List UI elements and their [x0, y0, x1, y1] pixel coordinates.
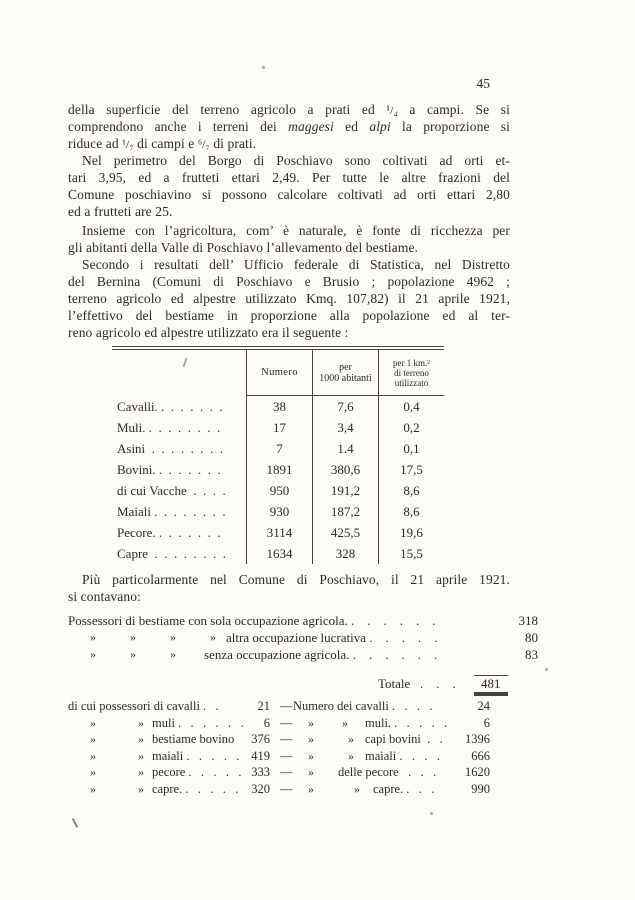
text-segment: della superficie del terreno agricolo a prati ed — [68, 102, 387, 117]
cell-numero: 7 — [246, 438, 312, 459]
text-line — [68, 101, 510, 118]
table-row-capre — [112, 543, 444, 564]
cell-per-km2: 0,1 — [378, 438, 444, 459]
cell-per-1000-abitanti: 425,5 — [312, 522, 378, 543]
ditto-mark: » — [170, 647, 176, 661]
ditto-mark: » — [308, 781, 314, 796]
ditto-mark: » — [348, 748, 354, 763]
list-row — [68, 646, 538, 663]
scan-artifact — [430, 812, 433, 815]
ditto-mark: » — [210, 630, 216, 644]
ditto-mark: » — [308, 715, 314, 730]
dash-separator: — — [280, 699, 293, 713]
text-line: ed a frutteti are 25. — [68, 204, 173, 219]
cell-per-1000-abitanti: 7,6 — [312, 396, 378, 417]
table-row-asini — [112, 438, 444, 459]
row-text: senza occupazione agricola. . . . . . . — [204, 647, 438, 662]
text-line: Secondo i resultati dell’ Ufficio federale di Statistica, nel Distretto — [82, 257, 510, 272]
text-segment: comprendono anche i terreni dei — [68, 119, 289, 134]
cell-per-km2: 19,6 — [378, 522, 444, 543]
dash-separator: — — [280, 748, 293, 763]
table-row-pecore — [112, 522, 444, 543]
left-label: pecore . . . . . — [152, 765, 242, 779]
ditto-mark: » — [138, 732, 144, 746]
ditto-mark: » — [130, 630, 136, 644]
cell-numero: 38 — [246, 396, 312, 417]
ditto-mark: » — [308, 732, 314, 746]
right-value: 24 — [477, 699, 490, 713]
cell-numero: 930 — [246, 501, 312, 522]
counts-row-maiali — [68, 748, 538, 765]
right-value: 990 — [471, 781, 490, 796]
text-segment: di prati. — [209, 136, 257, 151]
possessori-list — [68, 612, 538, 698]
cell-numero: 1634 — [246, 543, 312, 564]
right-label: capi bovini . . — [365, 732, 443, 746]
cell-per-km2: 0,2 — [378, 417, 444, 438]
row-label: Asini . . . . . . . . — [117, 441, 224, 456]
cell-per-km2: 0,4 — [378, 396, 444, 417]
table-header — [112, 350, 444, 396]
right-value: 1396 — [465, 732, 490, 746]
text-line: si contavano: — [68, 589, 141, 604]
italic-word: alpi — [369, 119, 391, 134]
right-label: capre. . . . — [373, 781, 435, 796]
paragraph-5 — [68, 571, 510, 605]
text-line: Nel perimetro del Borgo di Poschiavo sono coltivati ad orti et- — [82, 153, 510, 168]
fraction: ¹/₇ — [122, 137, 134, 151]
list-row — [68, 629, 538, 646]
column-header-label: utilizzato — [394, 377, 429, 388]
counts-row-capre — [68, 781, 538, 798]
cell-per-1000-abitanti: 191,2 — [312, 480, 378, 501]
left-label: capre. . . . . . — [152, 781, 239, 796]
text-line: l’effettivo del bestiame in proporzione alla popolazione ed al ter- — [68, 308, 510, 323]
ditto-mark: » — [342, 715, 348, 730]
text-line — [68, 135, 510, 152]
table-row-maiali — [112, 501, 444, 522]
right-value: 666 — [471, 748, 490, 763]
dash-separator: — — [280, 715, 293, 730]
totale-label: Totale . . . — [378, 676, 456, 691]
counts-row-cavalli — [68, 698, 538, 715]
fraction: ⁶/₇ — [197, 137, 210, 151]
cell-per-km2: 8,6 — [378, 480, 444, 501]
table-row-bovini — [112, 459, 444, 480]
ditto-mark: » — [90, 765, 96, 779]
row-value: 318 — [518, 613, 538, 628]
dash-separator: — — [280, 781, 293, 796]
text-segment: riduce ad — [68, 136, 123, 151]
row-label: Capre . . . . . . . . — [117, 546, 227, 561]
cell-per-1000-abitanti: 187,2 — [312, 501, 378, 522]
totale-row — [68, 676, 538, 698]
left-value: 419 — [251, 748, 270, 763]
text-line: Insieme con l’agricoltura, com’ è naturale, è fonte di ricchezza per — [82, 223, 510, 238]
scan-artifact — [262, 66, 265, 69]
cell-numero: 1891 — [246, 459, 312, 480]
ditto-mark: » — [354, 781, 360, 796]
row-label: Muli. . . . . . . . . — [117, 420, 221, 435]
cell-numero: 3114 — [246, 522, 312, 543]
text-segment: la proporzione si — [390, 119, 510, 134]
dash-separator: — — [280, 732, 293, 746]
table-header-numero — [246, 350, 312, 396]
scan-artifact — [545, 668, 548, 671]
cell-per-km2: 8,6 — [378, 501, 444, 522]
cell-numero: 950 — [246, 480, 312, 501]
ditto-mark: » — [90, 748, 96, 763]
text-line: terreno agricolo ed alpestre utilizzato Kmq. 107,82) il 21 aprile 1921, — [68, 291, 510, 306]
counts-row-bovini — [68, 731, 538, 748]
ditto-mark: » — [90, 781, 96, 796]
paragraph-3 — [68, 222, 510, 256]
row-label: Maiali . . . . . . . . — [117, 504, 226, 519]
table-header-empty — [112, 350, 246, 396]
text-line — [68, 118, 510, 135]
left-label: muli . . . . . . — [152, 715, 244, 730]
cell-per-1000-abitanti: 380,6 — [312, 459, 378, 480]
paragraph-1 — [68, 101, 510, 152]
cell-numero: 17 — [246, 417, 312, 438]
right-label: Numero dei cavalli . . . . — [293, 699, 433, 713]
left-value: 333 — [251, 765, 270, 779]
text-line: reno agricolo ed alpestre utilizzato era il seguente : — [68, 325, 349, 340]
page-number: 45 — [476, 76, 490, 91]
left-label: maiali . . . . . — [152, 748, 240, 763]
ditto-mark: » — [138, 715, 144, 730]
row-label: Cavalli. . . . . . . . — [117, 399, 223, 414]
text-line: Più particolarmente nel Comune di Poschiavo, il 21 aprile 1921. — [82, 572, 510, 587]
text-segment: ed — [333, 119, 370, 134]
italic-word: maggesi — [288, 119, 334, 134]
counts-list — [68, 698, 538, 797]
left-label: bestiame bovino — [152, 732, 235, 746]
right-label: maiali . . . . — [365, 748, 440, 763]
paragraph-4 — [68, 256, 510, 341]
left-value: 320 — [251, 781, 270, 796]
table-row-vacche — [112, 480, 444, 501]
cell-per-km2: 15,5 — [378, 543, 444, 564]
table-header-per-1000-abitanti — [312, 350, 378, 396]
ditto-mark: » — [90, 630, 96, 644]
ditto-mark: » — [348, 732, 354, 746]
row-text: Possessori di bestiame con sola occupazione agricola. . . . . . . — [68, 613, 436, 628]
ditto-mark: » — [308, 748, 314, 763]
ditto-mark: » — [138, 765, 144, 779]
text-segment: a campi. Se si — [397, 102, 510, 117]
ditto-mark: » — [90, 732, 96, 746]
cell-per-1000-abitanti: 328 — [312, 543, 378, 564]
column-header-label: 1000 abitanti — [319, 372, 372, 384]
list-row — [68, 612, 538, 629]
row-label: di cui Vacche . . . . — [117, 483, 226, 498]
text-line: del Bernina (Comuni di Poschiavo e Brusio ; popolazione 4962 ; — [68, 274, 510, 289]
counts-row-muli — [68, 715, 538, 732]
ditto-mark: » — [90, 647, 96, 661]
totale-value: 481 — [474, 675, 508, 693]
cell-per-1000-abitanti: 1.4 — [312, 438, 378, 459]
text-line: tari 3,95, ed a frutteti ettari 2,49. Per tutte le altre frazioni del — [68, 170, 510, 185]
column-header-label: Numero — [261, 367, 298, 378]
right-value: 1620 — [465, 765, 490, 779]
table-row-cavalli — [112, 396, 444, 417]
ditto-mark: » — [130, 647, 136, 661]
table-header-per-km2 — [378, 350, 444, 396]
ditto-mark: » — [170, 630, 176, 644]
livestock-table — [112, 346, 444, 564]
text-line: gli abitanti della Valle di Poschiavo l’allevamento del bestiame. — [68, 240, 419, 255]
row-text: altra occupazione lucrativa . . . . . — [226, 630, 438, 645]
text-line: Comune poschiavino si possono calcolare coltivati ad orti ettari 2,80 — [68, 187, 510, 202]
ditto-mark: » — [138, 781, 144, 796]
fraction: ¹/₄ — [386, 103, 398, 117]
cell-per-km2: 17,5 — [378, 459, 444, 480]
left-value: 376 — [251, 732, 270, 746]
row-label: Bovini. . . . . . . . — [117, 462, 221, 477]
paragraph-2 — [68, 152, 510, 220]
right-label: muli. . . . . . — [365, 715, 448, 730]
left-value: 6 — [263, 715, 270, 730]
right-value: 6 — [483, 715, 490, 730]
row-value: 80 — [525, 630, 538, 645]
ditto-mark: » — [308, 765, 314, 779]
dash-separator: — — [280, 765, 293, 779]
left-value: 21 — [257, 699, 270, 713]
right-label: delle pecore . . . — [338, 765, 437, 779]
column-header-label: di terreno — [394, 367, 429, 378]
text-segment: di campi e — [133, 136, 198, 151]
column-header-label: per — [339, 361, 352, 373]
column-header-label: per 1 km.² — [393, 357, 430, 368]
counts-row-pecore — [68, 764, 538, 781]
table-row-muli — [112, 417, 444, 438]
ditto-mark: » — [90, 715, 96, 730]
row-value: 83 — [525, 647, 538, 662]
row-label: Pecore. . . . . . . . — [117, 525, 221, 540]
cell-per-1000-abitanti: 3,4 — [312, 417, 378, 438]
ditto-mark: » — [138, 748, 144, 763]
left-label: di cui possessori di cavalli . . — [68, 699, 219, 713]
